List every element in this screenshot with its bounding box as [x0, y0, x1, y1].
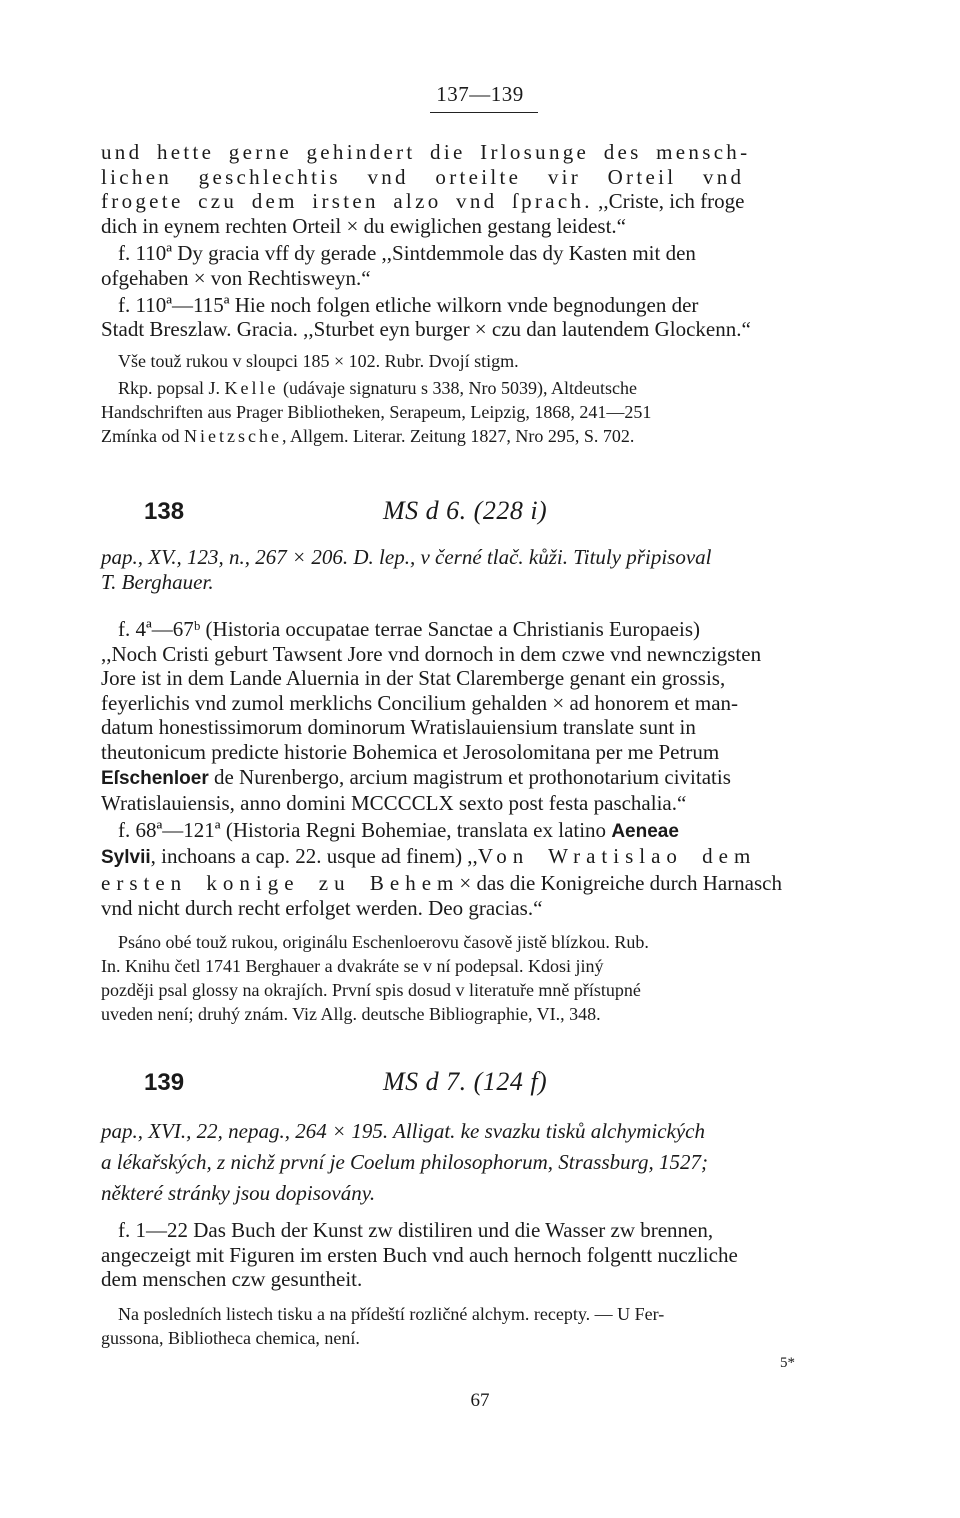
text-line: f. 110ª Dy gracia vff dy gerade ,,Sintdemmole das dy Kasten mit den: [118, 241, 696, 266]
note-line: gussona, Bibliotheca chemica, není.: [101, 1328, 360, 1348]
note-line: uveden není; druhý znám. Viz Allg. deutsche Bibliographie, VI., 348.: [101, 1004, 601, 1024]
spaced-text: ersten konige zu Behem: [101, 870, 460, 895]
description-line: pap., XVI., 22, nepag., 264 × 195. Alligat. ke svazku tisků alchymických: [101, 1119, 705, 1143]
text-line: Stadt Breszlaw. Gracia. ,,Sturbet eyn burger × czu dan lautendem Glockenn.“: [101, 317, 751, 342]
text-line: feyerlichis vnd zumol merklichs Concilium gehalden × ad honorem et man-: [101, 690, 739, 715]
spaced-name: Nietzsche: [184, 426, 282, 446]
text-line: und hette gerne gehindert die Irlosunge des mensch-: [101, 140, 751, 164]
note-line: [101, 424, 866, 448]
entry-138-text: [101, 617, 866, 920]
author-name: Eſschenloer: [101, 767, 209, 789]
text-line: f. 4ª—67ᵇ (Historia occupatae terrae Sanctae a Christianis Europaeis): [118, 617, 700, 641]
description-line: T. Berghauer.: [101, 569, 214, 594]
shelfmark: MS d 7. (124 f): [383, 1067, 548, 1096]
text-line: [101, 818, 866, 845]
description-line: a lékařských, z nichž první je Coelum philosophorum, Strassburg, 1527;: [101, 1150, 709, 1174]
shelfmark: MS d 6. (228 i): [383, 496, 548, 525]
note-line: později psal glossy na okrajích. První spis dosud v literatuře mně přístupné: [101, 980, 641, 1000]
text-span: , Allgem. Literar. Zeitung 1827, Nro 295, S. 702.: [281, 426, 635, 446]
entry-139-description: [101, 1116, 866, 1209]
spaced-name: Kelle: [224, 378, 279, 398]
header-rule: [430, 112, 538, 113]
entry-138-description: [101, 545, 866, 594]
entry-138-notes: [101, 930, 866, 1026]
text-line: [101, 765, 866, 792]
signature-mark: 5*: [780, 1355, 795, 1371]
text-line: [101, 871, 866, 896]
text-span: ,,Criste, ich froge: [592, 189, 745, 214]
text-line: ofgehaben × von Rechtisweyn.“: [101, 265, 371, 290]
note-line: Handschriften aus Prager Bibliotheken, Serapeum, Leipzig, 1868, 241—251: [101, 402, 652, 422]
page-number: 67: [470, 1390, 490, 1411]
text-line: angeczeigt mit Figuren im ersten Buch vnd auch hernoch folgentt nuczliche: [101, 1242, 738, 1267]
text-line: ,,Noch Cristi geburt Tawsent Jore vnd dornoch in dem czwe vnd newnczigsten: [101, 641, 762, 666]
text-span: , inchoans a cap. 22. usque ad finem) ,,: [150, 844, 478, 869]
text-line: dem menschen czw gesuntheit.: [101, 1267, 363, 1292]
entry-number: 138: [144, 498, 185, 525]
note-line: Na posledních listech tisku a na přídeští rozličné alchym. recepty. — U Fer-: [118, 1304, 665, 1324]
text-line: [101, 844, 866, 871]
note-line: [101, 376, 866, 400]
text-line: [101, 189, 866, 214]
text-span: f. 68ª—121ª (Historia Regni Bohemiae, translata ex latino: [118, 817, 612, 842]
entry-137-notes: [101, 349, 866, 448]
text-line: dich in eynem rechten Orteil × du ewiglichen gestang leidest.“: [101, 213, 626, 238]
text-line: Jore ist in dem Lande Aluernia in der Stat Claremberge genant ein grossis,: [101, 666, 726, 691]
entry-number: 139: [144, 1069, 185, 1096]
author-name: Aeneae: [611, 820, 679, 842]
text-span: de Nurenbergo, arcium magistrum et prothonotarium civitatis: [208, 764, 731, 789]
description-line: některé stránky jsou dopisovány.: [101, 1181, 376, 1205]
text-line: theutonicum predicte historie Bohemica et Jerosolomitana per me Petrum: [101, 739, 720, 764]
text-line: datum honestissimorum dominorum Wratislauiensium translate sunt in: [101, 715, 696, 740]
page-header: 137—139: [436, 82, 524, 106]
text-span: Rkp. popsal J.: [118, 378, 225, 398]
note-line: Psáno obé touž rukou, originálu Eschenloerovu časově jistě blízkou. Rub.: [118, 932, 649, 952]
note-line: In. Knihu četl 1741 Berghauer a dvakráte se v ní podepsal. Kdosi jiný: [101, 956, 604, 976]
entry-139-notes: [101, 1302, 866, 1350]
text-span: (udávaje signaturu s 338, Nro 5039), Altdeutsche: [278, 378, 637, 398]
text-line: f. 110ª—115ª Hie noch folgen etliche wilkorn vnde begnodungen der: [118, 292, 699, 317]
entry-139-text: [101, 1218, 866, 1292]
description-line: pap., XV., 123, n., 267 × 206. D. lep., v černé tlač. kůži. Tituly připisoval: [101, 545, 712, 569]
spaced-text: Von Wratislao dem: [477, 844, 757, 869]
author-name: Sylvii: [101, 847, 151, 869]
text-span: Zmínka od: [101, 426, 184, 446]
note-line: Vše touž rukou v sloupci 185 × 102. Rubr. Dvojí stigm.: [118, 351, 519, 371]
text-line: vnd nicht durch recht erfolget werden. Deo gracias.“: [101, 895, 543, 920]
text-span: × das die Konigreiche durch Harnasch: [459, 870, 782, 895]
text-line: Wratislauiensis, anno domini MCCCCLX sexto post festa paschalia.“: [101, 791, 687, 816]
text-line: f. 1—22 Das Buch der Kunst zw distiliren und die Wasser zw brennen,: [118, 1218, 714, 1242]
text-line: lichen geschlechtis vnd orteilte vir Orteil vnd: [101, 164, 745, 189]
entry-137-text: [101, 140, 866, 342]
spaced-text: frogete czu dem irsten alzo vnd ſprach.: [101, 189, 593, 214]
